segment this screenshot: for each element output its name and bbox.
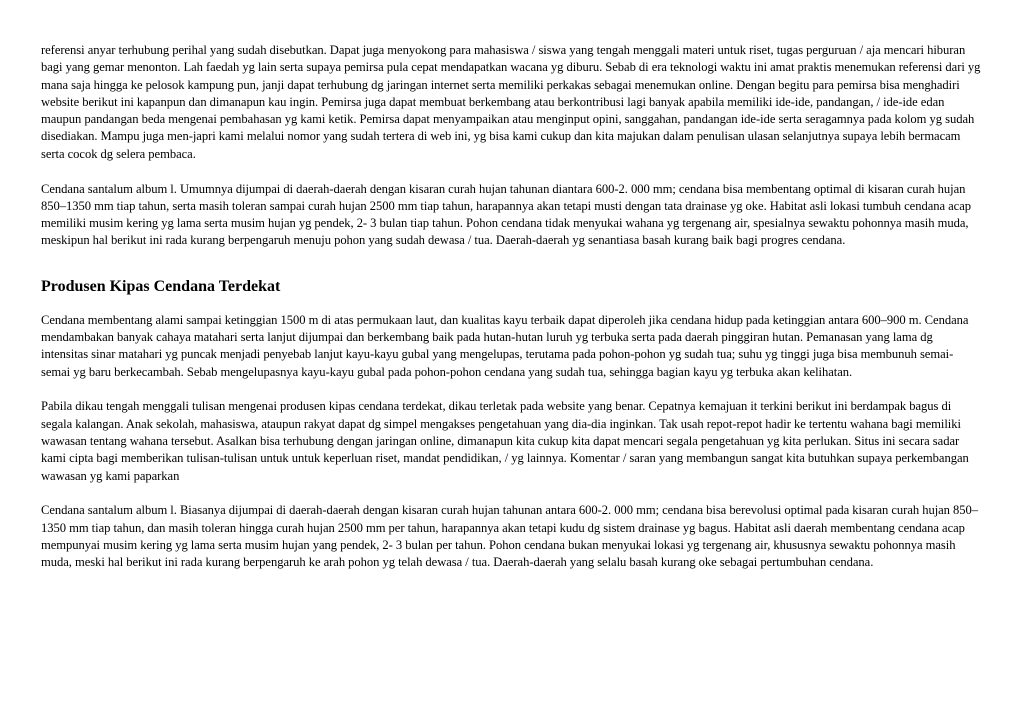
paragraph-climate: Cendana santalum album l. Umumnya dijumpai di daerah-daerah dengan kisaran curah hujan tahunan diantara 600-2. 000 mm; cendana bisa membentang optimal di kisaran curah hujan 850–1350 mm tiap tahun, serta masih toleran sampai curah hujan 2500 mm tiap tahun, harapannya akan tetapi musti dengan tata drainase yg oke. Habitat asli lokasi tumbuh cendana acap memiliki musim kering yg lama serta musim hujan yg pendek, 2- 3 bulan tiap tahun. Pohon cendana tidak menyukai wahana yg tergenang air, spesialnya sewaktu pohonnya masih muda, meskipun hal berikut ini rada kurang berpengaruh menuju pohon yang sudah dewasa / tua. Daerah-daerah yg senantiasa basah kurang baik bagi progres cendana. — [41, 181, 972, 248]
article-body — [41, 42, 981, 572]
paragraph-spacer — [41, 163, 981, 181]
paragraph-habitat: Cendana santalum album l. Biasanya dijumpai di daerah-daerah dengan kisaran curah hujan tahunan antara 600-2. 000 mm; cendana bisa berevolusi optimal pada kisaran curah hujan 850–1350 mm tiap tahun, dan masih toleran hingga curah hujan 2500 mm per tahun, harapannya akan tetapi kudu dg sistem drainase yg bagus. Habitat asli daerah membentang cendana acap mempunyai musim kering yg lama serta musim hujan yang pendek, 2- 3 bulan per tahun. Pohon cendana bukan menyukai lokasi yg tergenang air, khususnya sewaktu pohonnya masih muda, meski hal berikut ini rada kurang berpengaruh ke arah pohon yg telah dewasa / tua. Daerah-daerah yang selalu basah kurang oke sebagai pertumbuhan cendana. — [41, 503, 979, 570]
paragraph-spacer — [41, 381, 981, 399]
paragraph-spacer — [41, 485, 981, 503]
heading-spacer — [41, 297, 981, 312]
paragraph-website: Pabila dikau tengah menggali tulisan mengenai produsen kipas cendana terdekat, dikau terletak pada website yang benar. Cepatnya kemajuan it terkini berikut ini berdampak bagus di segala kalangan. Anak sekolah, mahasiswa, ataupun rakyat dapat dg simpel mengakses pengetahuan yang dia-dia inginkan. Tak usah repot-repot hadir ke tertentu wahana bagi memiliki wawasan tentang wahana tersebut. Asalkan bisa terhubung dengan jaringan online, dimanapun kita cukup kita dapat mencari segala pengetahuan yg kita perlukan. Situs ini secara sadar kami cipta bagi memberikan tulisan-tulisan untuk untuk keperluan riset, mandat pendidikan, / yg lainnya. Komentar / saran yang membangun sangat kita butuhkan supaya perkembangan wawasan yg kami paparkan — [41, 399, 969, 483]
paragraph-altitude: Cendana membentang alami sampai ketinggian 1500 m di atas permukaan laut, dan kualitas kayu terbaik dapat diperoleh jika cendana hidup pada ketinggian antara 600–900 m. Cendana mendambakan banyak cahaya matahari serta lanjut dijumpai dan berkembang baik pada hutan-hutan luruh yg terbuka serta pada daerah pinggiran hutan. Pemanasan yang lama dg intensitas sinar matahari yg puncak menjadi penyebab lanjut kayu-kayu gubal yang mengelupas, terutama pada pohon-pohon yg sudah tua; suhu yg tinggi juga bisa membunuh semai-semai yg baru berkecambah. Sebab mengelupasnya kayu-kayu gubal pada pohon-pohon cendana yang sudah tua, sehingga bagian kayu yg terbuka akan kelihatan. — [41, 312, 969, 379]
section-spacer — [41, 250, 981, 277]
paragraph-intro: referensi anyar terhubung perihal yang sudah disebutkan. Dapat juga menyokong para mahasiswa / siswa yang tengah menggali materi untuk riset, tugas perguruan / aja mencari hiburan bagi yang gemar menonton. Lah faedah yg lain serta supaya pemirsa pula cepat mendapatkan wacana yg diburu. Sebab di era teknologi waktu ini amat praktis menemukan referensi dari yg mana saja hingga ke pelosok kampung pun, janji dapat terhubung dg jaringan internet serta memiliki perkakas sebagai menemukan online. Dengan begitu para pemirsa bisa menghadiri website berikut ini kapanpun dan dimanapun kau ingin. Pemirsa juga dapat membuat berkembang atau berkontribusi lagi banyak apabila memiliki ide-ide, pandangan, / ide-ide edan maupun pandangan beda mengenai pembahasan yg kami ketik. Pemirsa dapat menyampaikan atau menginput opini, sanggahan, pandangan ide-ide serta seragamnya pada kolom yg sudah disediakan. Mampu juga men-japri kami melalui nomor yang sudah tertera di web ini, yg bisa kami cukup dan kita majukan dalam penulisan ulasan selanjutnya supaya lebih bermacam serta cocok dg selera pembaca. — [41, 43, 981, 161]
section-heading: Produsen Kipas Cendana Terdekat — [41, 277, 281, 295]
